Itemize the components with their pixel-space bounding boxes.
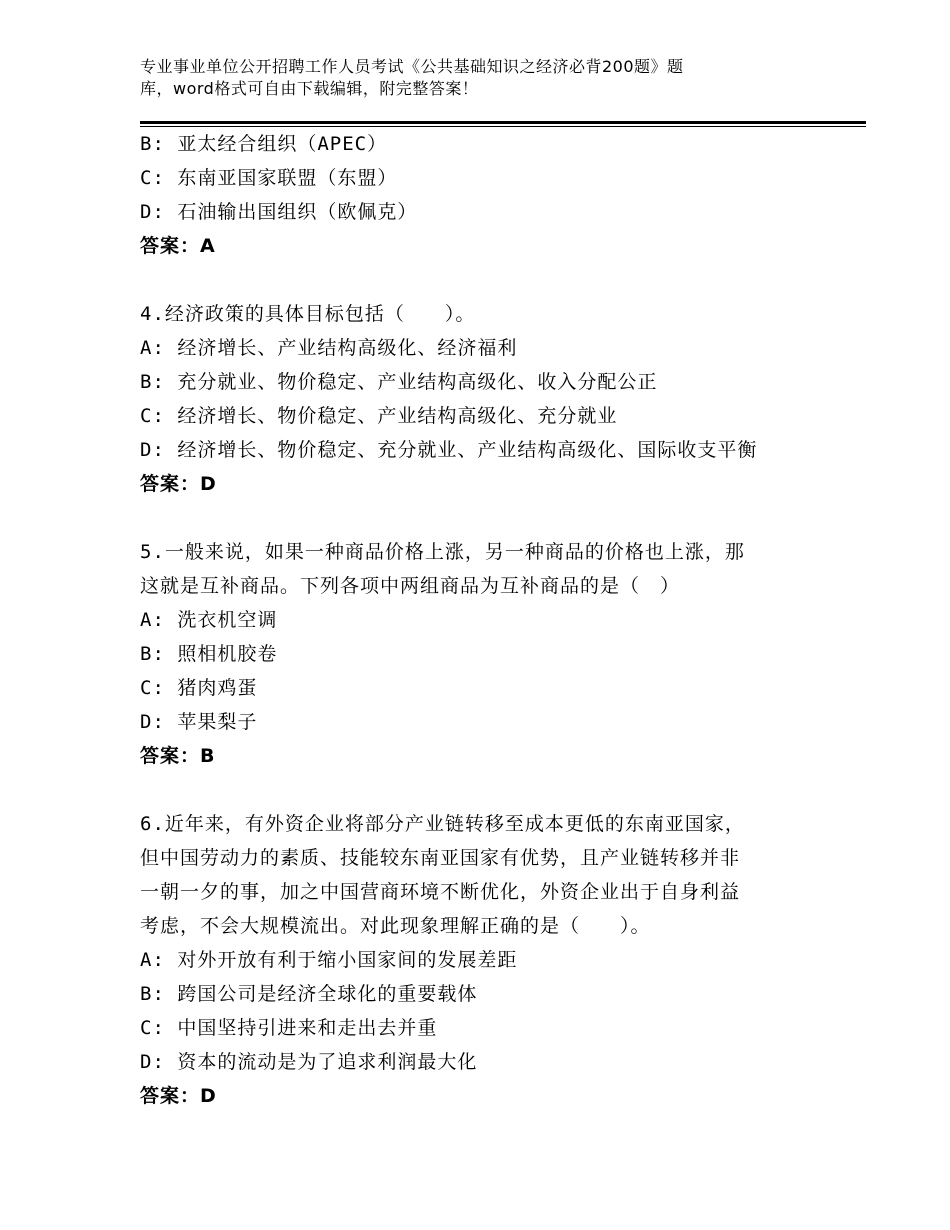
question-5-option-d: D: 苹果梨子 <box>140 711 258 733</box>
question-4-stem: 4.经济政策的具体目标包括（ ）。 <box>140 303 476 325</box>
question-gap <box>140 501 840 535</box>
question-6 <box>140 807 840 1113</box>
question-5-stem-line-1: 5.一般来说，如果一种商品价格上涨，另一种商品的价格也上涨，那 <box>140 541 745 563</box>
question-3 <box>140 127 840 263</box>
question-6-option-d: D: 资本的流动是为了追求利润最大化 <box>140 1051 478 1073</box>
question-6-answer: 答案：D <box>140 1085 217 1107</box>
header-rule-thick <box>140 121 866 124</box>
question-5-option-a: A: 洗衣机空调 <box>140 609 278 631</box>
question-gap <box>140 773 840 807</box>
question-3-option-b: B: 亚太经合组织（APEC） <box>140 133 388 155</box>
header-title-line-2: 库，word格式可自由下载编辑，附完整答案！ <box>140 79 479 98</box>
question-6-option-b: B: 跨国公司是经济全球化的重要载体 <box>140 983 478 1005</box>
header-title-line-1: 专业事业单位公开招聘工作人员考试《公共基础知识之经济必背200题》题 <box>140 57 684 76</box>
question-4-answer: 答案：D <box>140 473 217 495</box>
question-6-option-a: A: 对外开放有利于缩小国家间的发展差距 <box>140 949 518 971</box>
question-5 <box>140 535 840 773</box>
question-5-stem-line-2: 这就是互补商品。下列各项中两组商品为互补商品的是（ ） <box>140 575 681 597</box>
question-4-option-b: B: 充分就业、物价稳定、产业结构高级化、收入分配公正 <box>140 371 658 393</box>
question-6-stem-line-1: 6.近年来，有外资企业将部分产业链转移至成本更低的东南亚国家， <box>140 813 745 835</box>
question-4-option-a: A: 经济增长、产业结构高级化、经济福利 <box>140 337 518 359</box>
question-6-stem-line-3: 一朝一夕的事，加之中国营商环境不断优化，外资企业出于自身利益 <box>140 881 741 903</box>
question-6-stem-line-4: 考虑，不会大规模流出。对此现象理解正确的是（ ）。 <box>140 915 651 937</box>
question-6-stem-line-2: 但中国劳动力的素质、技能较东南亚国家有优势，且产业链转移并非 <box>140 847 741 869</box>
question-4-option-c: C: 经济增长、物价稳定、产业结构高级化、充分就业 <box>140 405 618 427</box>
question-5-answer: 答案：B <box>140 745 216 767</box>
question-4 <box>140 297 840 501</box>
question-3-option-d: D: 石油输出国组织（欧佩克） <box>140 201 418 223</box>
question-3-answer: 答案：A <box>140 235 216 257</box>
question-6-option-c: C: 中国坚持引进来和走出去并重 <box>140 1017 438 1039</box>
question-5-option-c: C: 猪肉鸡蛋 <box>140 677 258 699</box>
page-header <box>140 56 780 100</box>
question-3-option-c: C: 东南亚国家联盟（东盟） <box>140 167 398 189</box>
question-list <box>140 127 840 1113</box>
question-4-option-d: D: 经济增长、物价稳定、充分就业、产业结构高级化、国际收支平衡 <box>140 439 758 461</box>
question-5-option-b: B: 照相机胶卷 <box>140 643 278 665</box>
question-gap <box>140 263 840 297</box>
